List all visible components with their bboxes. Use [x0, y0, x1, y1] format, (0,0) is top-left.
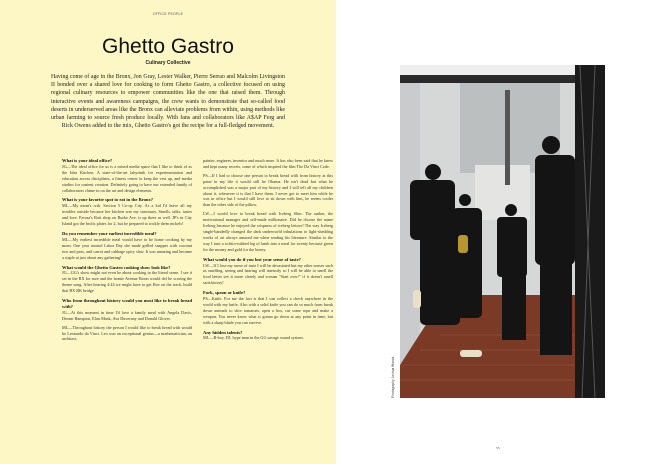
interview-answer: JG—At this moment in time I'd love a family meal with Angela Davis, Dream Hampton, Elon Musk, Ava Duvernay and Donald Glover.	[62, 309, 192, 321]
interview-answer: JG—The ideal office for us is a mixed media space that I like to think of as the Idea Kitchen. A state-of-the-art labyrinth for experimentation and education across disciplines, a fitness center to keep the vest up, and media studios for content creation. Definitely going to have our extended family of collaborators chime in on the art and design elements.	[62, 163, 192, 193]
interview-question: Any hidden talents?	[203, 329, 243, 335]
interview-question: What is your ideal office?	[62, 158, 113, 163]
interview-answer: ML—B-boy, DJ, hype man in the GG savage sound system.	[203, 335, 304, 341]
article-subtitle: Culinary Collective	[145, 60, 191, 66]
interview-question: What would you do if you lost your sense of taste?	[203, 256, 301, 262]
interview-answer: LW—If I lose my sense of taste I will be devastated but my other senses such as smelling, seeing and hearing will intensify so I will be able to smell the food better see it more clearly and scream "Start over!" if it doesn't smell satisfactory!	[203, 262, 333, 286]
interview-question: What would the Ghetto Gastro cooking show look like?	[62, 264, 171, 270]
interview-answer: LW—I would love to break bread with Iceberg Slim. The author, the motivational manager and self-made millionaire. Did he choose the name Iceberg because he enjoyed the crispness of iceberg lettuce! The way Iceberg single-handedly changed the dark underworld tribulations to light-shedding works of art always amazed me when reading his literature. Similar to the way I turn a sofrito-rubbed leg of lamb into a meal for twenty because green for the money and gold for the honey.	[203, 211, 333, 252]
interview-question: Do you remember your earliest incredible meal?	[62, 230, 157, 236]
right-text-column	[203, 158, 333, 344]
group-photo	[400, 65, 605, 398]
left-text-column	[62, 158, 192, 345]
interview-answer: PS—Knife. For me the fact is that I can collect a check anywhere in the world with my knife. Also with a solid knife you can do so much from break down animals to slice tomatoes, open a box, cut some rope and make a weapon. You never know what is gonna go down at any point in time, but with a sharp blade you can survive.	[203, 296, 333, 325]
interview-question: What is your favorite spot to eat in the Bronx?	[62, 197, 154, 203]
interview-answer: PS—If I had to choose one person to break bread with from history at this point in my life it would still be Obama. He isn't dead but what he accomplished was a major part of my history and I will tell all my children about it, whenever it is that I have them. I never got to meet him while he was in office but I would still love to sit down with him, he seems cooler than the other side of the pillow.	[203, 172, 333, 208]
interview-question: Who from throughout history would you most like to break bread with?	[62, 298, 192, 309]
intro-paragraph: Having come of age in the Bronx, Jon Gray, Lester Walker, Pierre Serrao and Malcolm Livingston II bonded over a shared love for cooking to form Ghetto Gastro, a collective focused on using regional culinary resources to empower communities like the one that raised them. Through interactive events and awareness campaigns, the crew wants to demonstrate that so-called food deserts in underserved areas like the Bronx can alleviate problems from within, using methods like urban farming to source fresh produce locally. With fans and collaborators like A$AP Ferg and Rick Owens added to the mix, Ghetto Gastro's got the recipe for a full-fledged movement.	[51, 74, 285, 130]
interview-answer: JG—GG's show might not even be about cooking in the literal sense. I see it set in the BX for sure and the homie Avenue Boots would def be scoring the theme song. After hearing 4:44 we might have to get Hov on the track, build that BX BK bridge.	[62, 270, 192, 294]
interview-answer: painter, engineer, inventor and much more. It has also been said that he knew and kept many secrets, some of which inspired the film The Da Vinci Code.	[203, 158, 333, 169]
page-number: 53	[496, 446, 500, 450]
interview-answer: ML—My earliest incredible meal would have to be home cooking by my mom. One year around Labor Day she made grilled snapper with coconut rice and peas, and carrot and cabbage spicy slaw. It was amazing and became a staple at just about any gathering!	[62, 236, 192, 260]
photo-credit: Photography Joshua Woods	[391, 356, 395, 398]
article-title: Ghetto Gastro	[102, 35, 234, 58]
interview-answer: ML—My mom's crib. Section 5 Co-op City. As a kid I'd leave all my troubles outside because her kitchen was my sanctuary. Smells, talks, tastes and love. Ferosa's Roti shop on Burke Ave. is up there as well. JP's in City Island got the brolic plates for 2, but be prepared to trickle them nickels!	[62, 203, 192, 227]
interview-question: Fork, spoon or knife?	[203, 290, 246, 296]
interview-answer: ML—Throughout history the person I would like to break bread with would be Leonardo da Vinci. Leo was an exceptional genius—a mathematician, an architect,	[62, 324, 192, 342]
section-label: OFFICE PEOPLE	[152, 12, 184, 16]
